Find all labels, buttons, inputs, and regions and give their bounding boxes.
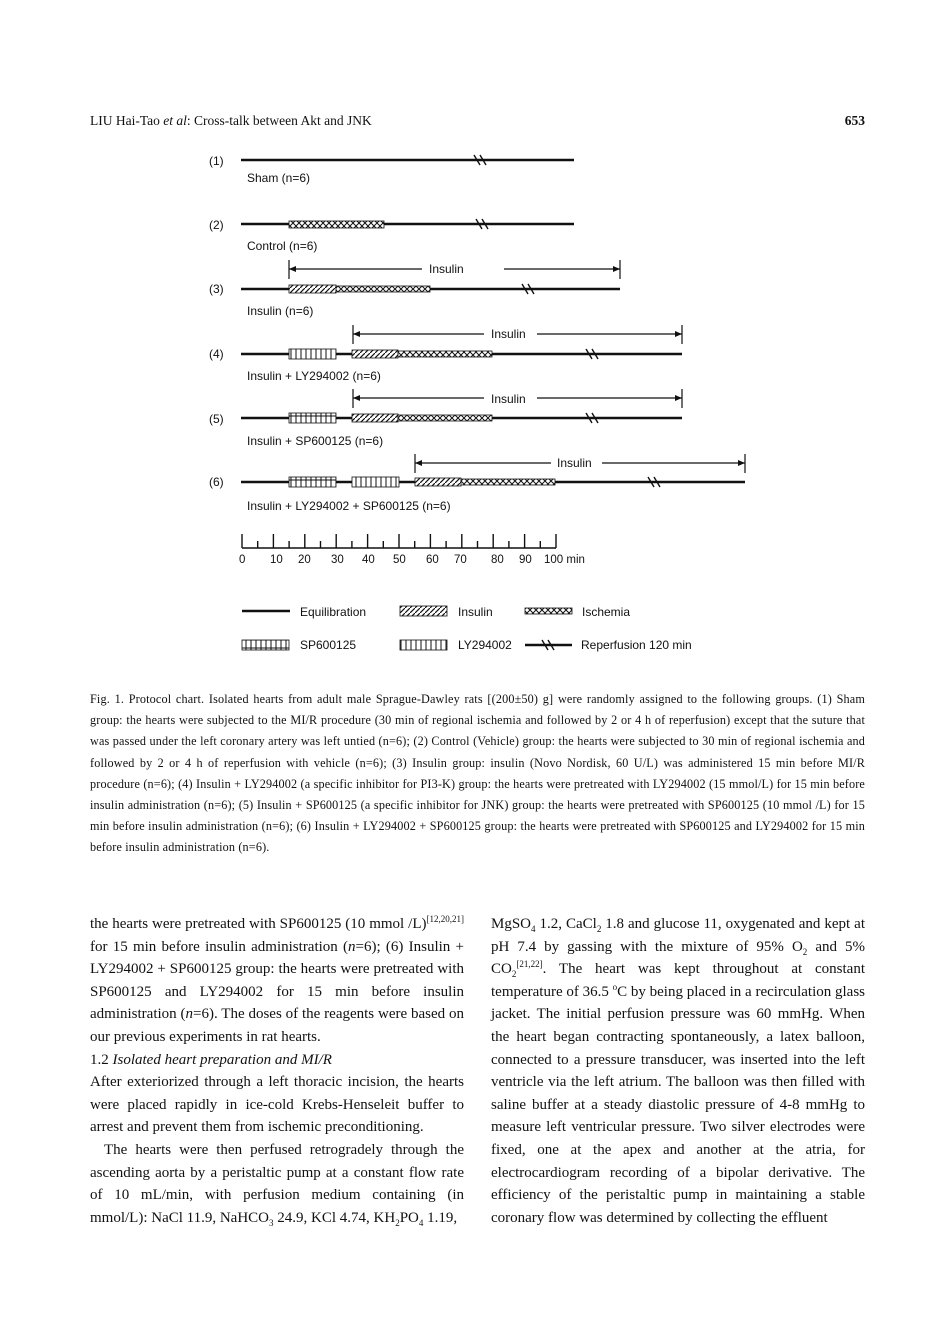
insulin-block xyxy=(289,285,336,293)
figure-caption: Fig. 1. Protocol chart. Isolated hearts from adult male Sprague-Dawley rats [(200±50) g] were randomly assigned to the following groups. (1) Sham group: the hearts were subjected to the MI/R procedure (30 min of regional ischemia and followed by 2 or 4 h of reperfusion) except that the suture that was passed under the left coronary artery was left untied (n=6); (2) Control (Vehicle) group: the hearts were subjected to 30 min of regional ischemia and followed by 2 or 4 h of reperfusion with vehicle (n=6); (3) Insulin group: insulin (Novo Nordisk, 60 U/L) was administered 15 min before MI/R procedure (n=6); (4) Insulin + LY294002 (a specific inhibitor for PI3-K) group: the hearts were pretreated with LY294002 (15 mmol/L) for 15 min before insulin administration (n=6); (5) Insulin + SP600125 (a specific inhibitor for JNK) group: the hearts were pretreated with SP600125 (10 mmol /L) for 15 min before insulin administration (n=6); (6) Insulin + LY294002 + SP600125 group: the hearts were pretreated with SP600125 and LY294002 for 15 min before insulin administration (n=6). xyxy=(90,692,865,855)
protocol-chart-figure xyxy=(200,148,760,668)
ischemia-block xyxy=(398,351,492,357)
axis-tick-label: 50 xyxy=(393,554,406,566)
insulin-bracket-label: Insulin xyxy=(491,327,526,341)
insulin-block xyxy=(352,414,398,422)
axis-ticks xyxy=(242,534,556,548)
insulin-bracket-label: Insulin xyxy=(491,392,526,406)
legend-insulin-label: Insulin xyxy=(458,605,493,619)
ischemia-block xyxy=(289,221,384,228)
time-axis xyxy=(239,534,585,566)
row-label: Insulin + SP600125 (n=6) xyxy=(247,434,384,448)
row-label: Insulin + LY294002 (n=6) xyxy=(247,369,381,383)
axis-tick-labels xyxy=(239,554,585,566)
body-paragraph: MgSO$_4$ 1.2, CaCl$_2$ 1.8 and glucose 11, oxygenated and kept at pH 7.4 by gassing with the mixture of 95% $O_2$ and 5% $CO_2[21,22]$. The heart was kept throughout at constant temperature of 36.5 $^o$C by being placed in a recirculation glass jacket. The initial perfusion pressure was 60 mmHg. When the heart began contracting spontaneously, a latex balloon, connected to a pressure transducer, was inserted into the left ventricle via the left atrium. The balloon was then filled with saline buffer at a steady diastolic pressure of 4-8 mmHg to measure left ventricular pressure. Two silver electrodes were fixed, one at the apex and another at the atria, for electrocardiogram recording of a bipolar derivative. The efficiency of the peristaltic pump in maintaining a stable coronary flow was determined by collecting the effluent xyxy=(491,916,866,1226)
legend-ly294002-swatch xyxy=(400,640,447,650)
body-column-left xyxy=(90,913,464,1229)
axis-tick-label: 90 xyxy=(519,554,532,566)
legend-sp600125-swatch xyxy=(242,640,289,650)
body-paragraph: After exteriorized through a left thoracic incision, the hearts were placed rapidly in ice-cold Krebs-Henseleit buffer to arrest and prevent them from ischemic preconditioning. xyxy=(90,1074,464,1136)
row-number: (6) xyxy=(209,475,224,489)
insulin-block xyxy=(352,350,398,358)
row-number: (1) xyxy=(209,154,224,168)
axis-tick-label: 80 xyxy=(491,554,504,566)
insulin-block xyxy=(415,478,461,486)
row-number: (5) xyxy=(209,412,224,426)
running-title: LIU Hai-Tao et al: Cross-talk between Akt and JNK xyxy=(90,113,372,128)
sp600125-block xyxy=(289,413,336,423)
row-label: Insulin + LY294002 + SP600125 (n=6) xyxy=(247,499,451,513)
axis-tick-label: 0 xyxy=(239,554,246,566)
legend-ly294002-label: LY294002 xyxy=(458,638,512,652)
row-number: (2) xyxy=(209,218,224,232)
ischemia-block xyxy=(398,415,492,421)
insulin-bracket-label: Insulin xyxy=(557,456,592,470)
axis-tick-label: 30 xyxy=(331,554,344,566)
page-number: 653 xyxy=(844,113,865,128)
row-label: Insulin (n=6) xyxy=(247,304,314,318)
insulin-bracket-label: Insulin xyxy=(429,262,464,276)
ischemia-block xyxy=(336,286,430,292)
legend-reperfusion-label: Reperfusion 120 min xyxy=(581,638,692,652)
axis-tick-label: 20 xyxy=(298,554,311,566)
body-paragraph: The hearts were then perfused retrogradely through the ascending aorta by a peristaltic pump at a constant flow rate of 10 mL/min, with perfusion medium containing (in mmol/L): NaCl 11.9, NaHCO$_3$ 24.9, KCl 4.74, $KH_2PO_4$ 1.19, xyxy=(90,1141,464,1228)
section-heading: 1.2 Isolated heart preparation and MI/R xyxy=(90,1051,332,1068)
body-paragraph: the hearts were pretreated with SP600125 (10 mmol /L)[12,20,21] for 15 min before insulin administration (n=6); (6) Insulin + LY294002 + SP600125 group: the hearts were pretreated with SP600125 and LY294002 for 15 min before insulin administration (n=6). The doses of the reagents were based on our previous experiments in rat hearts. xyxy=(90,914,464,1045)
axis-tick-label: 40 xyxy=(362,554,375,566)
running-header xyxy=(90,113,865,133)
axis-tick-label: 70 xyxy=(454,554,467,566)
legend-ischemia-swatch xyxy=(525,608,572,614)
row-label: Sham (n=6) xyxy=(247,171,311,185)
legend-equilibration-label: Equilibration xyxy=(300,605,367,619)
body-column-right xyxy=(491,913,865,1229)
axis-tick-label: 100 min xyxy=(544,554,585,566)
ischemia-block xyxy=(461,479,555,485)
row-number: (4) xyxy=(209,347,224,361)
legend xyxy=(242,605,692,652)
legend-reperfusion-swatch xyxy=(525,640,572,650)
legend-ischemia-label: Ischemia xyxy=(582,605,631,619)
ly294002-block xyxy=(289,349,336,359)
row-number: (3) xyxy=(209,282,224,296)
axis-tick-label: 10 xyxy=(270,554,283,566)
legend-insulin-swatch xyxy=(400,606,447,616)
ly294002-block xyxy=(352,477,399,487)
legend-sp600125-label: SP600125 xyxy=(300,638,357,652)
row-label: Control (n=6) xyxy=(247,239,318,253)
sp600125-block xyxy=(289,477,336,487)
axis-tick-label: 60 xyxy=(426,554,439,566)
